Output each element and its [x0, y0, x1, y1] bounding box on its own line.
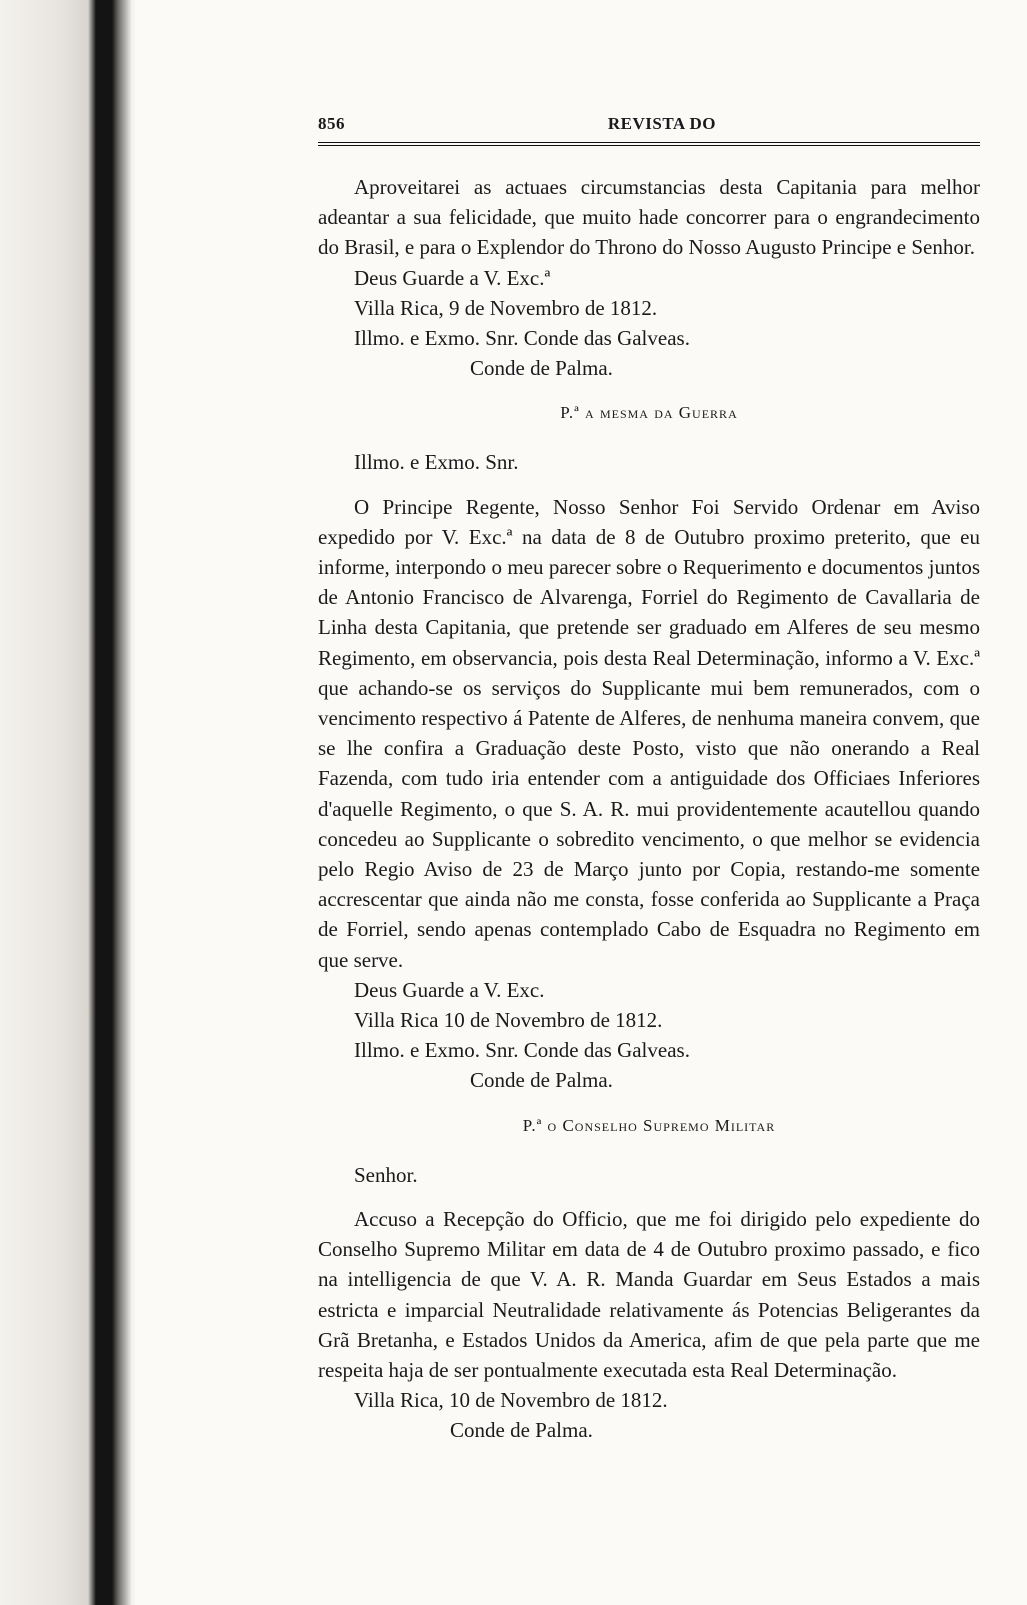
spacer — [318, 478, 980, 492]
page-number: 856 — [318, 114, 345, 133]
letter-2-closing: Deus Guarde a V. Exc. — [354, 977, 545, 1002]
letter-2-salutation: Illmo. e Exmo. Snr. — [354, 450, 519, 475]
letter-2 — [318, 447, 980, 1095]
letter-3 — [318, 1160, 980, 1446]
letter-1 — [318, 172, 980, 383]
spacer — [318, 1190, 980, 1204]
letter-2-addressee: Illmo. e Exmo. Snr. Conde das Galveas. — [354, 1038, 690, 1063]
letter-3-heading: P.ª o Conselho Supremo Militar — [522, 1115, 776, 1135]
letter-2-heading: P.ª a mesma da Guerra — [560, 403, 738, 423]
letter-3-salutation: Senhor. — [354, 1162, 418, 1187]
letter-2-body: O Principe Regente, Nosso Senhor Foi Servido Ordenar em Aviso expedido por V. Exc.ª na data de 8 de Outubro proximo preterito, que eu informe, interpondo o meu parecer sobre o Requerimento e documentos juntos de Antonio Francisco de Alvarenga, Forriel do Regimento de Cavallaria de Linha desta Capitania, que pretende ser graduado em Alferes de seu mesmo Regimento, em observancia, pois desta Real Determinação, informo a V. Exc.ª que achando-se os serviços do Supplicante mui bem remunerados, com o vencimento respectivo á Patente de Alferes, de nenhuma maneira convem, que se lhe confira a Graduação deste Posto, visto que não onerando a Real Fazenda, com tudo iria entender com a antiguidade dos Officiaes Inferiores d'aquelle Regimento, o que S. A. R. mui providentemente acautellou quando concedeu ao Supplicante o sobredito vencimento, o que melhor se evidencia pelo Regio Aviso de 23 de Março junto por Copia, restando-me somente accrescentar que ainda não me consta, fosse conferida ao Supplicante a Praça de Forriel, sendo apenas contemplado Cabo de Esquadra no Regimento em que serve. — [318, 494, 980, 972]
letter-3-body: Accuso a Recepção do Officio, que me foi dirigido pelo expediente do Conselho Supremo Militar em data de 4 de Outubro proximo passado, e fico na intelligencia de que V. A. R. Manda Guardar em Seus Estados a mais estricta e imparcial Neutralidade relativamente ás Potencias Beligerantes da Grã Bretanha, e Estados Unidos da America, afim de que pela parte que me respeita haja de ser pontualmente executada esta Real Determinação. — [318, 1206, 980, 1382]
document-page — [318, 100, 980, 1446]
letter-1-date: Villa Rica, 9 de Novembro de 1812. — [354, 295, 658, 320]
letter-1-signature: Conde de Palma. — [470, 356, 613, 381]
letter-1-closing: Deus Guarde a V. Exc.ª — [354, 265, 551, 290]
letter-3-signature: Conde de Palma. — [450, 1418, 593, 1443]
running-title: REVISTA DO — [607, 114, 716, 133]
letter-1-body: Aproveitarei as actuaes circumstancias desta Capitania para melhor adeantar a sua felicidade, que muito hade concorrer para o engrandecimento do Brasil, e para o Explendor do Throno do Nosso Augusto Principe e Senhor. — [318, 175, 980, 260]
letter-1-addressee: Illmo. e Exmo. Snr. Conde das Galveas. — [354, 326, 690, 351]
letter-2-date: Villa Rica 10 de Novembro de 1812. — [354, 1008, 663, 1033]
header-rule — [318, 142, 980, 146]
book-binding-edge — [0, 0, 135, 1605]
running-header — [318, 100, 980, 134]
letter-2-signature: Conde de Palma. — [470, 1068, 613, 1093]
letter-3-date: Villa Rica, 10 de Novembro de 1812. — [354, 1388, 668, 1413]
